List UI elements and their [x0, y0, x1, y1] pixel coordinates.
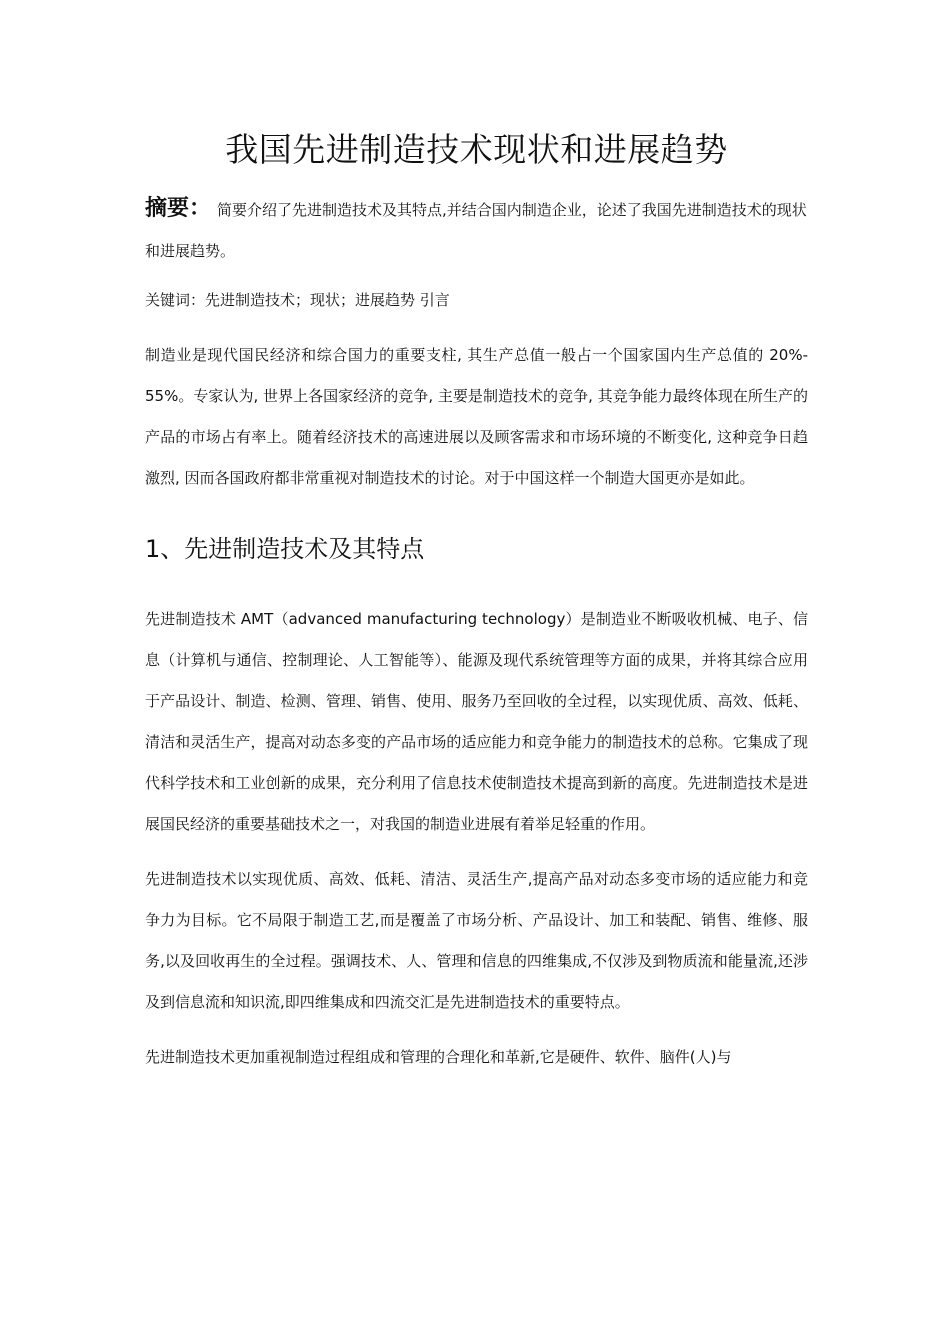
document-title: 我国先进制造技术现状和进展趋势	[225, 130, 728, 169]
body-paragraph: 先进制造技术更加重视制造过程组成和管理的合理化和革新,它是硬件、软件、脑件(人)与	[145, 1048, 732, 1066]
section-heading: 1、先进制造技术及其特点	[145, 535, 425, 563]
abstract-label: 摘要：	[145, 196, 212, 221]
abstract-text: 简要介绍了先进制造技术及其特点,并结合国内制造企业，论述了我国先进制造技术的现状和进展趋势。	[145, 201, 807, 260]
abstract	[145, 188, 808, 272]
intro-paragraph: 制造业是现代国民经济和综合国力的重要支柱, 其生产总值一般占一个国家国内生产总值的 20%- 55%。专家认为, 世界上各国家经济的竞争, 主要是制造技术的竞争, 其竞争能力最终体现在所生产的产品的市场占有率上。随着经济技术的高速进展以及顾客需求和市场环境的不断变化, 这种竞争日趋激烈, 因而各国政府都非常重视对制造技术的讨论。对于中国这样一个制造大国更亦是如此。	[145, 346, 808, 487]
body-paragraph: 先进制造技术 AMT（advanced manufacturing technology）是制造业不断吸收机械、电子、信息（计算机与通信、控制理论、人工智能等）、能源及现代系统管理等方面的成果，并将其综合应用于产品设计、制造、检测、管理、销售、使用、服务乃至回收的全过程，以实现优质、高效、低耗、清洁和灵活生产，提高对动态多变的产品市场的适应能力和竞争能力的制造技术的总称。它集成了现代科学技术和工业创新的成果，充分利用了信息技术使制造技术提高到新的高度。先进制造技术是进展国民经济的重要基础技术之一，对我国的制造业进展有着举足轻重的作用。	[145, 610, 808, 833]
keywords: 关键词：先进制造技术；现状；进展趋势 引言	[145, 291, 450, 309]
body-paragraph: 先进制造技术以实现优质、高效、低耗、清洁、灵活生产,提高产品对动态多变市场的适应能力和竞争力为目标。它不局限于制造工艺,而是覆盖了市场分析、产品设计、加工和装配、销售、维修、服务,以及回收再生的全过程。强调技术、人、管理和信息的四维集成,不仅涉及到物质流和能量流,还涉及到信息流和知识流,即四维集成和四流交汇是先进制造技术的重要特点。	[145, 870, 808, 1011]
